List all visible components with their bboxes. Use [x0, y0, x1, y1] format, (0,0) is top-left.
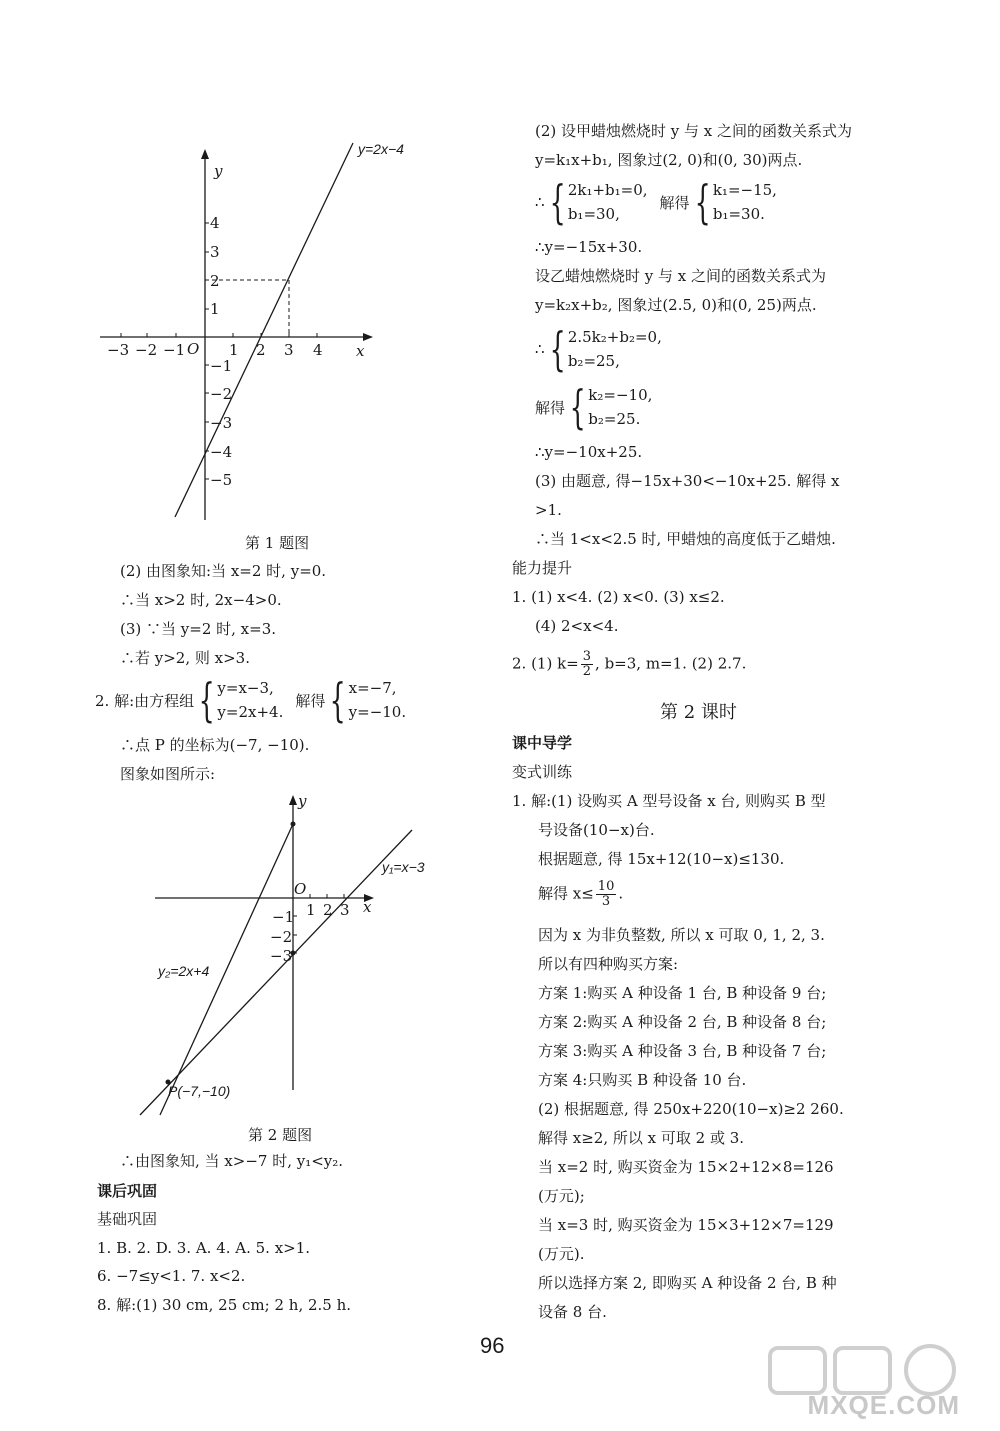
right-p5: y=k₂x+b₂, 图象过(2.5, 0)和(0, 25)两点.: [535, 296, 817, 314]
fig1-y-tick: −2: [210, 385, 233, 403]
q2-system: [95, 673, 407, 727]
fig2-caption: 第 2 题图: [248, 1126, 313, 1144]
fraction-numerator: 3: [582, 649, 592, 664]
q2-line-e: 当 x=3 时, 购买资金为 15×3+12×7=129: [538, 1216, 834, 1234]
q2-line-a: (2) 根据题意, 得 250x+220(10−x)≥2 260.: [538, 1100, 844, 1118]
q2-line-b: 解得 x≥2, 所以 x 可取 2 或 3.: [538, 1129, 745, 1147]
q1d-suffix: .: [618, 884, 624, 903]
q1-line-b: 号设备(10−x)台.: [538, 821, 655, 839]
left-conclusion: ∴由图象知, 当 x>−7 时, y₁<y₂.: [120, 1152, 344, 1170]
sys2-d: b₂=25.: [588, 410, 641, 428]
sys1-d: b₁=30.: [712, 205, 765, 223]
q2-line-c: 当 x=2 时, 购买资金为 15×2+12×8=126: [538, 1158, 834, 1176]
fig2-y-tick: −2: [270, 928, 293, 946]
left-line-1: (2) 由图象知:当 x=2 时, y=0.: [120, 562, 327, 580]
q1d-prefix: 解得 x≤: [538, 884, 594, 903]
section-title-consolidation: 课后巩固: [97, 1182, 158, 1200]
plan-1: 方案 1:购买 A 种设备 1 台, B 种设备 9 台;: [538, 984, 827, 1002]
plan-2: 方案 2:购买 A 种设备 2 台, B 种设备 8 台;: [538, 1013, 827, 1031]
brace-icon: {: [549, 322, 566, 376]
q2-eq2: y=2x+4.: [217, 703, 284, 721]
q2-fig-intro: 图象如图所示:: [120, 765, 216, 783]
fig2-x-tick: 3: [340, 901, 350, 919]
fig2-point-label: P(−7,−10): [168, 1083, 231, 1099]
q1-line-c: 根据题意, 得 15x+12(10−x)≤130.: [538, 850, 785, 868]
left-line-3: (3) ∵当 y=2 时, x=3.: [120, 620, 277, 638]
fraction-denominator: 2: [582, 664, 592, 679]
figure-1-graph: [95, 135, 425, 525]
q2-sol1: x=−7,: [348, 679, 397, 697]
subsection-basic: 基础巩固: [97, 1210, 158, 1228]
right-p7: (3) 由题意, 得−15x+30<−10x+25. 解得 x: [535, 472, 840, 490]
fig1-y-tick: 4: [210, 214, 220, 232]
q1-line-e: 因为 x 为非负整数, 所以 x 可取 0, 1, 2, 3.: [538, 926, 825, 944]
fig1-origin-label: O: [187, 340, 200, 358]
q2-prefix: 2. 解:由方程组: [95, 691, 195, 710]
answers-row-1: 1. B. 2. D. 3. A. 4. A. 5. x>1.: [97, 1239, 311, 1257]
watermark-text: MXQE.COM: [807, 1390, 960, 1420]
answers-row-3: 8. 解:(1) 30 cm, 25 cm; 2 h, 2.5 h.: [97, 1296, 352, 1314]
sys2-b: b₂=25,: [567, 352, 620, 370]
q2-line-f: (万元).: [538, 1245, 585, 1263]
page-number: 96: [480, 1333, 505, 1358]
fig1-y-tick: 1: [210, 300, 220, 318]
subsection-practice: 变式训练: [512, 763, 573, 781]
q2-line-g: 所以选择方案 2, 即购买 A 种设备 2 台, B 种: [538, 1274, 837, 1292]
fig1-x-tick: −3: [107, 341, 130, 359]
system-2-solution: [535, 380, 653, 434]
therefore-symbol: ∴: [535, 340, 545, 358]
right-p1: (2) 设甲蜡烛燃烧时 y 与 x 之间的函数关系式为: [535, 122, 853, 140]
fig1-caption: 第 1 题图: [245, 534, 310, 552]
ability-answer-1: 1. (1) x<4. (2) x<0. (3) x≤2.: [512, 588, 725, 606]
sys1-c: k₁=−15,: [712, 181, 777, 199]
fig1-y-axis-label: y: [214, 162, 223, 180]
therefore-symbol: ∴: [535, 193, 545, 211]
fig1-line-label: y=2x−4: [358, 141, 404, 157]
sys2-c: k₂=−10,: [588, 386, 653, 404]
fig1-y-tick: −3: [210, 414, 233, 432]
fig1-y-tick: −5: [210, 471, 233, 489]
fig1-y-tick: −1: [210, 357, 233, 375]
fig1-x-tick: −2: [135, 341, 158, 359]
right-p3: ∴y=−15x+30.: [535, 238, 643, 256]
right-p4: 设乙蜡烛燃烧时 y 与 x 之间的函数关系式为: [535, 267, 827, 285]
fraction: [596, 880, 617, 909]
sys1-b: b₁=30,: [567, 205, 620, 223]
system-1: [535, 175, 777, 229]
fraction-denominator: 3: [601, 894, 611, 909]
right-p9: ∴当 1<x<2.5 时, 甲蜡烛的高度低于乙蜡烛.: [535, 530, 836, 548]
answers-row-2: 6. −7≤y<1. 7. x<2.: [97, 1267, 246, 1285]
q2-line-d: (万元);: [538, 1187, 585, 1205]
fraction-numerator: 10: [597, 879, 615, 894]
plan-4: 方案 4:只购买 B 种设备 10 台.: [538, 1071, 747, 1089]
fig1-x-axis-label: x: [356, 342, 365, 360]
right-p6: ∴y=−10x+25.: [535, 443, 643, 461]
q2-solve-label: 解得: [295, 691, 326, 710]
fraction: [581, 650, 593, 679]
fig2-x-tick: 1: [306, 901, 316, 919]
left-line-4: ∴若 y>2, 则 x>3.: [120, 649, 250, 667]
fig1-x-tick: 3: [284, 341, 294, 359]
section-title-guide: 课中导学: [512, 734, 573, 752]
q2-point: ∴点 P 的坐标为(−7, −10).: [120, 736, 310, 754]
fig1-x-tick: 1: [229, 341, 239, 359]
lesson-heading: 第 2 课时: [660, 702, 737, 723]
fig1-x-tick: 4: [313, 341, 323, 359]
fig2-line2-label: y₂=2x+4: [158, 963, 210, 979]
sys1-solve-label: 解得: [659, 193, 690, 212]
brace-icon: {: [329, 673, 347, 727]
brace-icon: {: [549, 175, 566, 229]
fig1-x-tick: 2: [256, 341, 266, 359]
q2-sol2: y=−10.: [348, 703, 407, 721]
fig2-origin-label: O: [294, 880, 307, 898]
fig1-y-tick: 3: [210, 243, 220, 261]
ability-answer-2: [512, 650, 746, 679]
fig1-y-tick: 2: [210, 272, 220, 290]
right-p8: >1.: [535, 501, 562, 519]
left-line-2: ∴当 x>2 时, 2x−4>0.: [120, 591, 282, 609]
fig2-y-axis-label: y: [298, 792, 307, 810]
fig2-x-tick: 2: [323, 901, 333, 919]
q1-line-d: [538, 880, 623, 909]
q1-line-f: 所以有四种购买方案:: [538, 955, 679, 973]
right-p2: y=k₁x+b₁, 图象过(2, 0)和(0, 30)两点.: [535, 151, 803, 169]
sys2-a: 2.5k₂+b₂=0,: [567, 328, 662, 346]
ability-answer-1b: (4) 2<x<4.: [535, 617, 619, 635]
subsection-ability: 能力提升: [512, 559, 573, 577]
a2-prefix: 2. (1) k=: [512, 654, 579, 673]
a2-suffix: , b=3, m=1. (2) 2.7.: [595, 654, 747, 673]
sys2-solve-label: 解得: [535, 398, 566, 417]
q2-line-h: 设备 8 台.: [538, 1303, 607, 1321]
fig2-x-axis-label: x: [363, 898, 372, 916]
fig2-line1-label: y₁=x−3: [382, 859, 425, 875]
fig2-y-tick: −3: [270, 947, 293, 965]
q2-eq1: y=x−3,: [217, 679, 274, 697]
q1-line-a: 1. 解:(1) 设购买 A 型号设备 x 台, 则购买 B 型: [512, 792, 826, 810]
brace-icon: {: [569, 380, 586, 434]
plan-3: 方案 3:购买 A 种设备 3 台, B 种设备 7 台;: [538, 1042, 827, 1060]
fig1-x-tick: −1: [163, 341, 186, 359]
sys1-a: 2k₁+b₁=0,: [567, 181, 648, 199]
fig2-y-tick: −1: [272, 908, 295, 926]
brace-icon: {: [198, 673, 215, 727]
brace-icon: {: [694, 175, 711, 229]
fig1-y-tick: −4: [210, 443, 233, 461]
system-2: [535, 322, 662, 376]
